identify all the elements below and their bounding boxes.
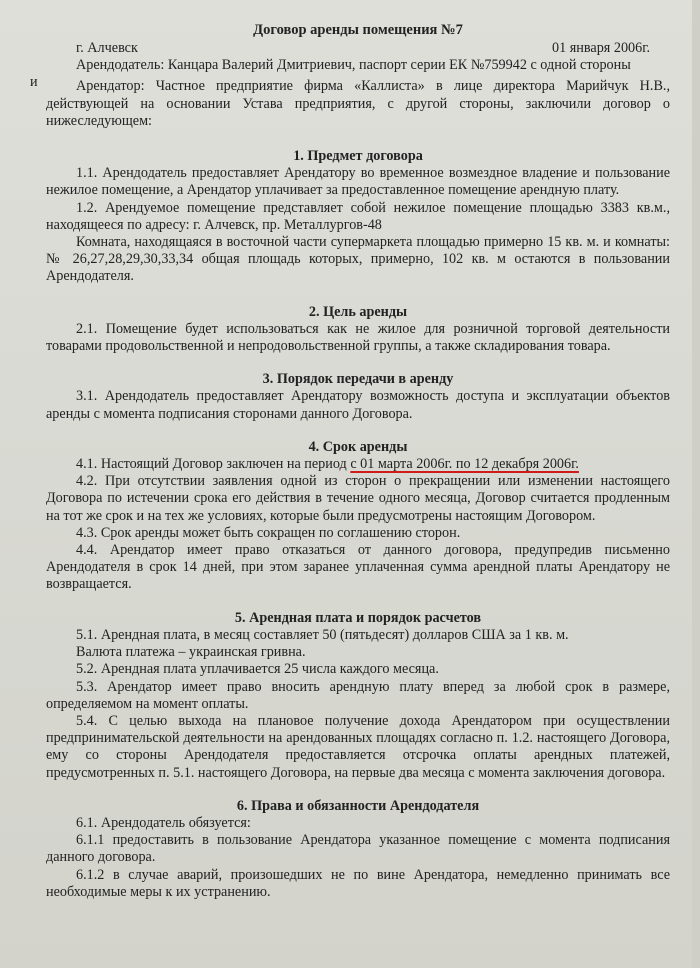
clause-2-1: 2.1. Помещение будет использоваться как не жилое для розничной торговой деятельности товарами продовольственной и непродовольственной группы, а также складирования товара. <box>46 320 670 355</box>
clause-4-1 <box>46 456 670 473</box>
document-title: Договор аренды помещения №7 <box>253 22 463 38</box>
section-1-title: 1. Предмет договора <box>293 148 423 165</box>
clause-4-2: 4.2. При отсутствии заявления одной из сторон о прекращении или изменении настоящего Договора по истечении срока его действия в течение одного месяца, Договор считается продленным на тот же срок и на тех же условиях, которые были предусмотрены настоящим Договором. <box>46 473 670 524</box>
clause-5-1: 5.1. Арендная плата, в месяц составляет 50 (пятьдесят) долларов США за 1 кв. м. <box>76 626 569 643</box>
section-4-title: 4. Срок аренды <box>308 438 408 455</box>
section-5-title: 5. Арендная плата и порядок расчетов <box>234 609 482 626</box>
clause-4-1-text: 4.1. Настоящий Договор заключен на период <box>76 456 347 473</box>
clause-6-1-1: 6.1.1 предоставить в пользование Арендатора указанное помещение с момента подписания данного договора. <box>46 832 670 866</box>
clause-6-1: 6.1. Арендодатель обязуется: <box>76 814 251 831</box>
clause-4-3: 4.3. Срок аренды может быть сокращен по соглашению сторон. <box>76 524 461 541</box>
tenant-paragraph: Арендатор: Частное предприятие фирма «Каллиста» в лице директора Марийчук Н.В., действующей на основании Устава предприятия, с другой стороны, заключили договор о нижеследующем: <box>46 78 670 129</box>
section-3-title: 3. Порядок передачи в аренду <box>262 371 454 388</box>
clause-6-1-2: 6.1.2 в случае аварий, произошедших не по вине Арендатора, немедленно принимать все необходимые меры к их устранению. <box>46 866 670 900</box>
header-row <box>46 40 670 57</box>
clause-1-1: 1.1. Арендодатель предоставляет Арендатору во временное возмездное владение и пользование нежилое помещение, а Арендатор уплачивает за предоставленное помещение арендную плату. <box>46 165 670 199</box>
section-6-title: 6. Права и обязанности Арендодателя <box>236 797 480 814</box>
clause-1-2: 1.2. Арендуемое помещение представляет собой нежилое помещение площадью 3383 кв.м., находящееся по адресу: г. Алчевск, пр. Металлургов-48 <box>46 199 670 233</box>
payment-currency: Валюта платежа – украинская гривна. <box>76 644 306 661</box>
lessor-block <box>30 57 670 91</box>
rental-period-underlined: с 01 марта 2006г. по 12 декабря 2006г. <box>350 456 579 473</box>
clause-3-1: 3.1. Арендодатель предоставляет Арендатору возможность доступа и эксплуатации объектов аренды с момента подписания сторонами данного Договора. <box>46 388 670 422</box>
and-word: и <box>30 74 38 91</box>
page-edge-shadow <box>692 0 700 968</box>
clause-5-3: 5.3. Арендатор имеет право вносить арендную плату вперед за любой срок в размере, определяемом на момент оплаты. <box>46 678 670 712</box>
section-2-title: 2. Цель аренды <box>308 303 408 320</box>
contract-date: 01 января 2006г. <box>552 40 650 57</box>
lessor-line: Арендодатель: Канцара Валерий Дмитриевич, паспорт серии ЕК №759942 с одной стороны <box>76 57 631 74</box>
clause-5-2: 5.2. Арендная плата уплачивается 25 числа каждого месяца. <box>76 661 439 678</box>
clause-1-2-rooms: Комната, находящаяся в восточной части супермаркета площадью примерно 15 кв. м. и комнаты: № 26,27,28,29,30,33,34 общая площадь которых, примерно, 102 кв. м остаются в пользовании Арендодателя. <box>46 234 670 285</box>
city: г. Алчевск <box>76 40 138 57</box>
clause-4-4: 4.4. Арендатор имеет право отказаться от данного договора, предупредив письменно Арендодателя в срок 14 дней, при этом заранее уплаченная сумма арендной платы Арендатору не возвращается. <box>46 542 670 593</box>
clause-5-4: 5.4. С целью выхода на плановое получение дохода Арендатором при осуществлении предпринимательской деятельности на арендованных площадях согласно п. 1.2. настоящего Договора, ему со стороны Арендодателя предоставляется отсрочка оплаты арендных платежей, предусмотренных п. 5.1. настоящего Договора, на первые два месяца с момента заключения договора. <box>46 712 670 781</box>
